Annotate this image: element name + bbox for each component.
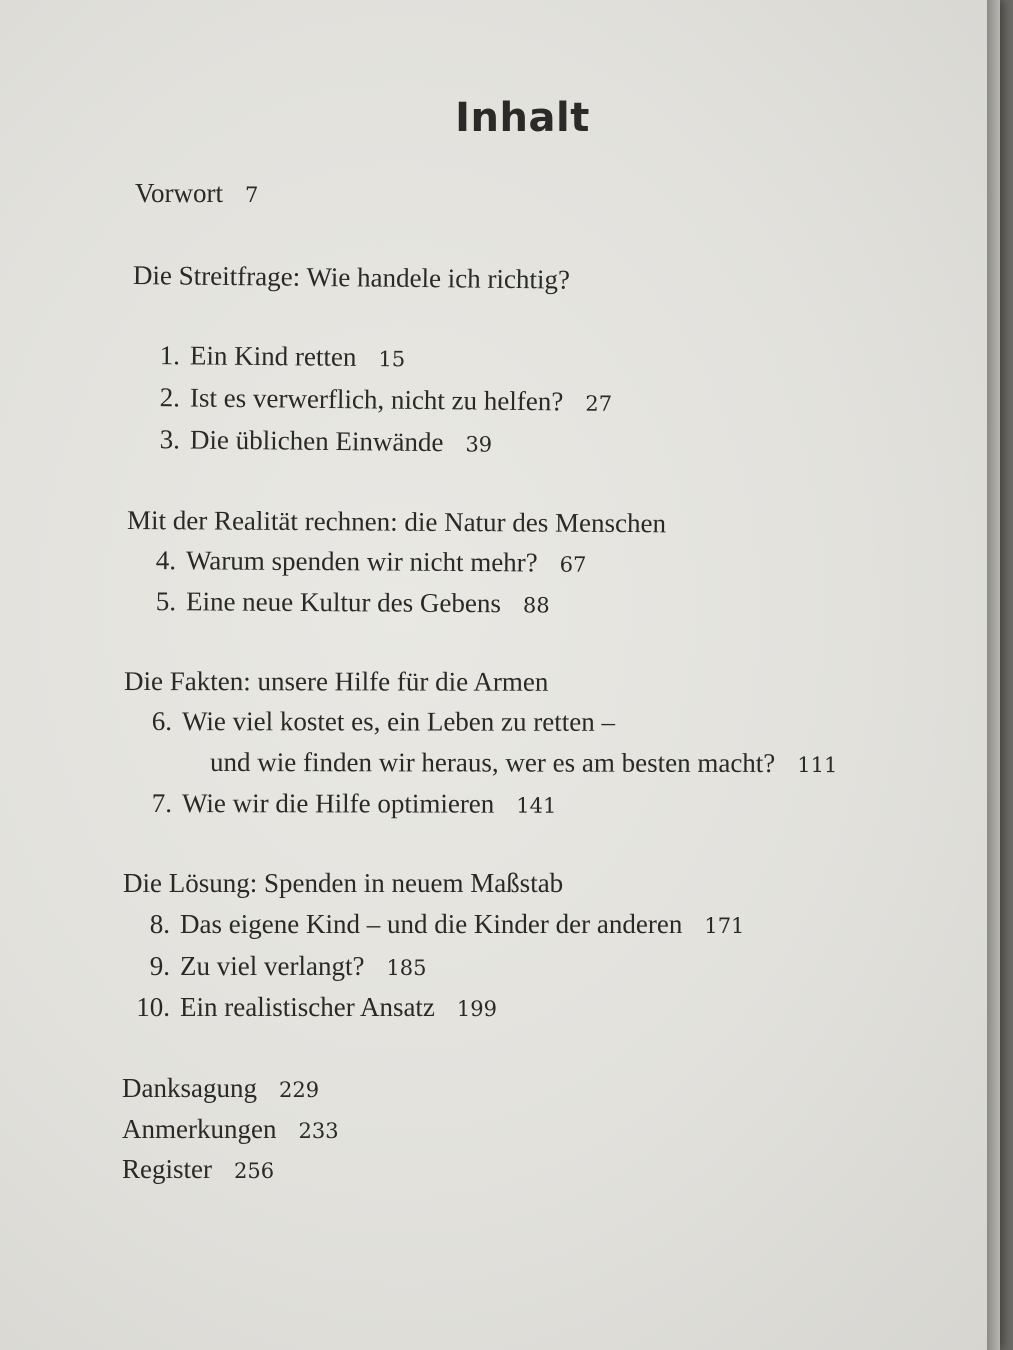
toc-chapter <box>142 340 405 373</box>
chapter-number: 4. <box>155 545 177 576</box>
entry-title: Anmerkungen <box>122 1114 277 1144</box>
entry-title: Ist es verwerflich, nicht zu helfen? <box>189 382 564 417</box>
entry-page-number: 7 <box>245 183 259 207</box>
entry-page-number: 256 <box>233 1159 275 1183</box>
toc-chapter <box>142 382 612 418</box>
toc-chapter-continuation <box>210 747 837 779</box>
chapter-number: 2. <box>159 382 181 413</box>
entry-page-number: 15 <box>378 347 406 372</box>
entry-title: Danksagung <box>122 1073 257 1103</box>
entry-title: Die üblichen Einwände <box>189 424 444 458</box>
chapter-number: 7. <box>151 788 173 819</box>
toc-entry-anmerkungen <box>122 1114 339 1145</box>
toc-chapter <box>134 788 556 820</box>
entry-page-number: 141 <box>516 793 557 818</box>
toc-section-heading <box>127 505 666 539</box>
toc-chapter <box>132 909 744 940</box>
toc-chapter <box>138 586 550 620</box>
entry-title: Die Lösung: Spenden in neuem Maßstab <box>123 868 564 898</box>
entry-page-number: 88 <box>522 593 550 618</box>
chapter-number: 1. <box>159 340 181 371</box>
toc-chapter <box>132 951 427 982</box>
entry-page-number: 229 <box>278 1078 320 1102</box>
toc-chapter <box>142 424 492 459</box>
entry-page-number: 27 <box>585 391 613 416</box>
entry-page-number: 111 <box>797 753 838 778</box>
toc-section-heading <box>123 868 563 899</box>
toc-chapter <box>132 992 497 1023</box>
chapter-number: 9. <box>149 951 170 981</box>
entry-title: Ein Kind retten <box>189 340 357 372</box>
toc-section-heading <box>124 666 548 698</box>
entry-title: und wie finden wir heraus, wer es am besten macht? <box>209 747 776 778</box>
chapter-number: 8. <box>149 909 170 939</box>
toc-chapter <box>138 545 587 579</box>
entry-title: Ein realistischer Ansatz <box>180 992 435 1022</box>
chapter-number: 6. <box>151 706 173 737</box>
toc-chapter <box>134 706 615 738</box>
entry-title: Die Fakten: unsere Hilfe für die Armen <box>123 666 549 697</box>
entry-title: Die Streitfrage: Wie handele ich richtig? <box>132 260 571 295</box>
toc-entry-register <box>122 1154 274 1185</box>
toc-entry-danksagung <box>122 1073 319 1104</box>
entry-page-number: 39 <box>465 432 493 457</box>
entry-title: Wie viel kostet es, ein Leben zu retten – <box>181 706 616 737</box>
entry-title: Vorwort <box>135 178 224 208</box>
page-title: Inhalt <box>455 95 590 141</box>
entry-title: Warum spenden wir nicht mehr? <box>185 545 538 578</box>
entry-page-number: 185 <box>386 956 427 980</box>
chapter-number: 3. <box>159 424 181 455</box>
toc-section-heading <box>133 260 570 296</box>
entry-title: Register <box>122 1154 212 1184</box>
entry-title: Mit der Realität rechnen: die Natur des Menschen <box>126 505 667 539</box>
entry-page-number: 67 <box>559 552 587 577</box>
entry-page-number: 199 <box>456 997 498 1021</box>
entry-title: Zu viel verlangt? <box>180 951 365 981</box>
entry-title: Das eigene Kind – und die Kinder der anderen <box>180 909 683 939</box>
entry-page-number: 171 <box>704 914 745 938</box>
entry-title: Wie wir die Hilfe optimieren <box>181 788 495 819</box>
chapter-number: 5. <box>155 586 177 617</box>
chapter-number: 10. <box>136 992 170 1022</box>
entry-page-number: 233 <box>298 1119 339 1143</box>
entry-title: Eine neue Kultur des Gebens <box>185 586 501 619</box>
toc-entry-vorwort <box>135 178 258 209</box>
